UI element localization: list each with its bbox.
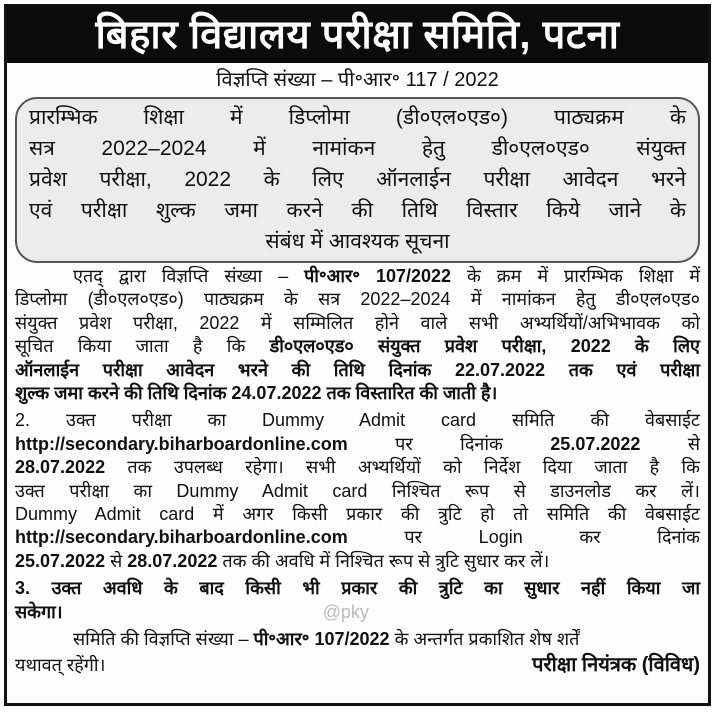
subject-line: सत्र 2022–2024 में नामांकन हेतु डी०एल०एड० संयुक्त — [29, 137, 686, 160]
body-line — [15, 288, 700, 311]
text-segment: एतद् द्वारा विज्ञप्ति संख्या – — [73, 266, 305, 286]
body-line — [15, 265, 700, 288]
subject-line: संबंध में आवश्यक सूचना — [265, 230, 450, 253]
body-line — [15, 628, 700, 651]
subject-line: प्रवेश परीक्षा, 2022 के लिए ऑनलाईन परीक्षा आवेदन भरने — [29, 168, 686, 191]
body-line — [15, 601, 700, 624]
text-segment: से — [105, 550, 128, 571]
body-line — [15, 433, 700, 456]
text-segment: उक्त परीक्षा का Dummy Admit card निश्चित रूप से डाउनलोड कर लें। — [15, 480, 700, 501]
text-segment: पी॰आर॰ 107/2022 — [304, 266, 452, 286]
body-line — [15, 480, 700, 503]
body-line — [15, 359, 700, 382]
text-segment: डी०एल०एड० संयुक्त प्रवेश परीक्षा, 2022 के लिए — [269, 336, 700, 357]
body-line — [15, 503, 700, 526]
body-line — [15, 409, 700, 432]
body-line — [15, 382, 700, 405]
text-segment: तक उपलब्ध रहेगा। सभी अभ्यर्थियों को निर्देश दिया जाता है कि — [105, 457, 700, 478]
masthead-title: बिहार विद्यालय परीक्षा समिति, पटना — [7, 7, 708, 63]
subject-line: एवं परीक्षा शुल्क जमा करने की तिथि विस्तार किये जाने के — [29, 199, 686, 222]
notice-number: विज्ञप्ति संख्या – पी॰आर॰ 117 / 2022 — [216, 69, 499, 91]
subject-line: प्रारम्भिक शिक्षा में डिप्लोमा (डी०एल०एड०) पाठ्यक्रम के — [29, 106, 686, 129]
text-segment: पी॰आर॰ 107/2022 — [253, 629, 390, 650]
text-segment: के क्रम में प्रारम्भिक शिक्षा में — [451, 266, 701, 286]
website-link[interactable]: http://secondary.biharboardonline.com — [15, 433, 348, 454]
text-segment: 28.07.2022 — [15, 457, 106, 478]
body-line — [15, 335, 700, 358]
subject-box — [15, 97, 700, 263]
text-segment: के अन्तर्गत प्रकाशित शेष शर्तें — [389, 629, 580, 650]
text-segment: 28.07.2022 — [127, 550, 218, 571]
website-link[interactable]: http://secondary.biharboardonline.com — [15, 527, 348, 548]
text-segment: ऑनलाईन परीक्षा आवेदन भरने की तिथि दिनांक 22.07.2022 तक एवं परीक्षा — [15, 359, 700, 380]
notice-frame — [4, 4, 711, 706]
body-line — [15, 526, 700, 549]
body-line — [15, 456, 700, 479]
text-segment: 2. उक्त परीक्षा का Dummy Admit card समिति की वेबसाईट — [15, 410, 700, 431]
text-segment: सूचित किया जाता है कि — [15, 336, 270, 357]
closing-text: यथावत् रहेंगी। — [15, 654, 106, 675]
text-segment: शुल्क जमा करने की तिथि दिनांक 24.07.2022 तक विस्तारित की जाती है। — [15, 383, 498, 404]
text-segment: तक की अवधि में निश्चित रूप से त्रुटि सुधार कर लें। — [217, 550, 550, 571]
closing-row — [15, 652, 700, 678]
text-segment: पर दिनांक — [347, 433, 551, 454]
body-line — [15, 312, 700, 335]
text-segment: समिति की विज्ञप्ति संख्या – — [73, 629, 254, 650]
body-line — [15, 550, 700, 573]
text-segment: 3. उक्त अवधि के बाद किसी भी प्रकार की त्रुटि का सुधार नहीं किया जा — [15, 578, 700, 599]
text-segment: 25.07.2022 — [15, 550, 106, 571]
text-segment: सकेगा। — [15, 601, 63, 622]
text-segment: पर Login कर दिनांक — [347, 527, 700, 548]
text-segment: Dummy Admit card में अगर किसी प्रकार की त्रुटि हो तो समिति की वेबसाईट — [15, 504, 700, 525]
text-segment: संयुक्त प्रवेश परीक्षा, 2022 में सम्मिलित होने वाले सभी अभ्यर्थियों/अभिभावक को — [15, 312, 700, 333]
notice-body — [15, 265, 700, 678]
signature: परीक्षा नियंत्रक (विविध) — [532, 653, 700, 676]
text-segment: डिप्लोमा (डी०एल०एड०) पाठ्यक्रम के सत्र 2022–2024 में नामांकन हेतु डी०एल०एड० — [15, 289, 700, 310]
text-segment: 25.07.2022 — [550, 433, 641, 454]
body-line — [15, 577, 700, 600]
text-segment: से — [640, 433, 700, 454]
watermark: @pky — [322, 601, 369, 622]
